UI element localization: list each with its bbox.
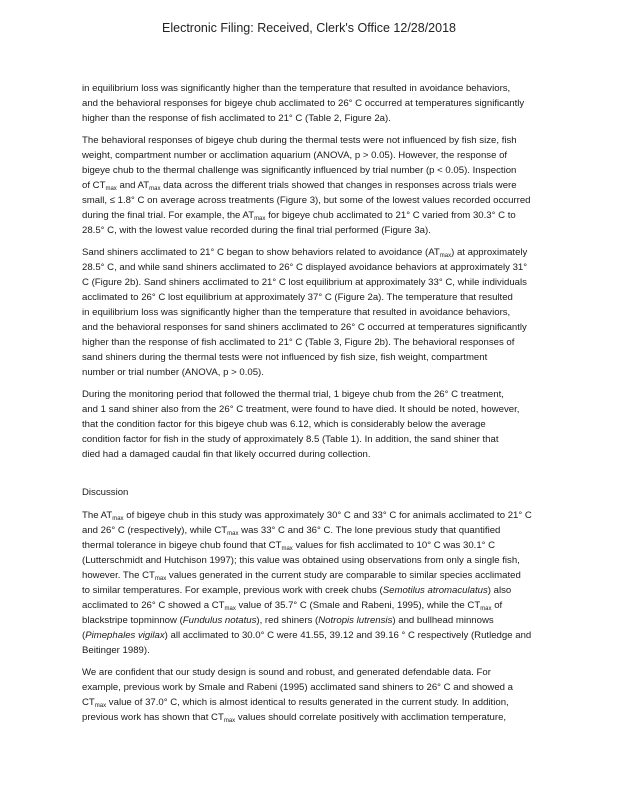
species-name-italic: Pimephales vigilax [85, 630, 165, 641]
text-run: during the final trial. For example, the AT [82, 210, 255, 221]
text-run: of bigeye chub in this study was approximately 30° C and 33° C for animals acclimated to 21° C [123, 510, 532, 521]
text-run: and AT [116, 180, 150, 191]
text-run: and the behavioral responses for sand shiners acclimated to 26° C occurred at temperatures significantly [82, 322, 527, 333]
text-line [82, 523, 542, 538]
text-line [82, 178, 542, 193]
text-run: and 26° C (respectively), while CT [82, 525, 228, 536]
text-line [82, 275, 542, 290]
text-line [82, 447, 542, 462]
text-run: and 1 sand shiner also from the 26° C treatment, were found to have died. It should be noted, however, [82, 404, 520, 415]
text-line [82, 163, 542, 178]
text-run: for bigeye chub acclimated to 21° C varied from 30.3° C to [265, 210, 516, 221]
text-line [82, 387, 542, 402]
species-name-italic: Notropis lutrensis [318, 615, 393, 626]
text-run: acclimated to 26° C lost equilibrium at approximately 37° C (Figure 2a). The temperature that resulted [82, 292, 513, 303]
text-line [82, 613, 542, 628]
text-line [82, 538, 542, 553]
text-run: Sand shiners acclimated to 21° C began to show behaviors related to avoidance (AT [82, 247, 440, 258]
text-run: in equilibrium loss was significantly higher than the temperature that resulted in avoidance behaviors, [82, 307, 511, 318]
text-line [82, 208, 542, 223]
text-run: that the condition factor for this bigeye chub was 6.12, which is considerably below the average [82, 419, 486, 430]
subscript: max [154, 576, 167, 582]
text-run: 28.5° C, with the lowest value recorded during the final trial performed (Figure 3a). [82, 225, 431, 236]
text-line [82, 245, 542, 260]
paragraph [82, 245, 542, 380]
text-run: to similar temperatures. For example, previous work with creek chubs ( [82, 585, 383, 596]
text-run: The AT [82, 510, 113, 521]
text-line [82, 260, 542, 275]
text-line [82, 111, 542, 126]
text-line [82, 335, 542, 350]
subscript: max [105, 186, 117, 192]
text-run: CT [82, 697, 95, 708]
text-line [82, 417, 542, 432]
subscript: max [480, 606, 492, 612]
text-run: ) and bullhead minnows [392, 615, 494, 626]
text-run: ) at approximately [451, 247, 528, 258]
text-run: value of 37.0° C, which is almost identical to results generated in the current study. In addition, [106, 697, 509, 708]
text-run: ( [82, 630, 86, 641]
text-run: values generated in the current study are comparable to similar species acclimated [166, 570, 521, 581]
section-heading: Discussion [82, 487, 129, 498]
text-run: number or trial number (ANOVA, p > 0.05). [82, 367, 264, 378]
text-line [82, 193, 542, 208]
text-line [82, 643, 542, 658]
subscript: max [227, 531, 239, 537]
text-run: ), red shiners ( [256, 615, 319, 626]
text-run: died had a damaged caudal fin that likely occurred during collection. [82, 449, 371, 460]
text-line [82, 320, 542, 335]
text-line [82, 290, 542, 305]
text-run: blackstripe topminnow ( [82, 615, 183, 626]
text-run: sand shiners during the thermal tests were not influenced by fish size, fish weight, compartment [82, 352, 488, 363]
text-run: condition factor for fish in the study of approximately 8.5 (Table 1). In addition, the sand shiner that [82, 434, 499, 445]
text-run: (Lutterschmidt and Hutchison 1997); this value was obtained using observations from only a single fish, [82, 555, 520, 566]
text-run: of CT [82, 180, 106, 191]
text-line [82, 365, 542, 380]
text-run: and the behavioral responses for bigeye chub acclimated to 26° C occurred at temperatures significantly [82, 98, 525, 109]
text-line [82, 133, 542, 148]
text-run: ) also [487, 585, 512, 596]
paragraph [82, 81, 542, 126]
text-run: We are confident that our study design is sound and robust, and generated defendable data. For [82, 667, 491, 678]
paragraph [82, 508, 542, 658]
text-run: however. The CT [82, 570, 155, 581]
text-line [82, 96, 542, 111]
text-line [82, 350, 542, 365]
text-run: was 33° C and 36° C. The lone previous study that quantified [238, 525, 501, 536]
text-line [82, 680, 542, 695]
text-line [82, 148, 542, 163]
text-run: thermal tolerance in bigeye chub found that CT [82, 540, 282, 551]
text-run: higher than the response of fish acclimated to 21° C (Table 2, Figure 2a). [82, 113, 391, 124]
paragraph [82, 665, 542, 725]
text-line [82, 568, 542, 583]
filing-stamp-header: Electronic Filing: Received, Clerk's Office 12/28/2018 [162, 21, 456, 35]
text-line [82, 305, 542, 320]
text-run: example, previous work by Smale and Rabeni (1995) acclimated sand shiners to 26° C and showed a [82, 682, 513, 693]
subscript: max [224, 606, 236, 612]
text-run: 28.5° C, and while sand shiners acclimated to 26° C displayed avoidance behaviors at approximately 31° [82, 262, 528, 273]
subscript: max [94, 703, 107, 709]
text-line [82, 432, 542, 447]
subscript: max [254, 216, 266, 222]
text-run: previous work has shown that CT [82, 712, 224, 723]
text-run: ) all acclimated to 30.0° C were 41.55, 39.12 and 39.16 ° C respectively (Rutledge and [164, 630, 532, 641]
text-run: of [491, 600, 503, 611]
text-line [82, 553, 542, 568]
subscript: max [223, 718, 236, 724]
text-run: values for fish acclimated to 10° C was 30.1° C [292, 540, 496, 551]
text-line [82, 81, 542, 96]
paragraph [82, 133, 542, 238]
text-line [82, 665, 542, 680]
text-line [82, 628, 542, 643]
text-run: acclimated to 26° C showed a CT [82, 600, 225, 611]
text-line [82, 598, 542, 613]
text-line [82, 710, 542, 725]
text-run: weight, compartment number or acclimation aquarium (ANOVA, p > 0.05). However, the response of [82, 150, 508, 161]
text-run: values should correlate positively with acclimation temperature, [235, 712, 507, 723]
species-name-italic: Fundulus notatus [182, 615, 257, 626]
text-line [82, 223, 542, 238]
text-line [82, 402, 542, 417]
text-line [82, 508, 542, 523]
paragraph [82, 387, 542, 462]
text-run: data across the different trials showed that changes in responses across trials were [160, 180, 517, 191]
text-run: value of 35.7° C (Smale and Rabeni, 1995), while the CT [235, 600, 481, 611]
text-run: The behavioral responses of bigeye chub during the thermal tests were not influenced by fish size, fish [82, 135, 517, 146]
text-line [82, 695, 542, 710]
species-name-italic: Semotilus atromaculatus [382, 585, 488, 596]
text-run: higher than the response of fish acclimated to 21° C (Table 3, Figure 2b). The behavioral responses of [82, 337, 515, 348]
text-run: C (Figure 2b). Sand shiners acclimated to 21° C lost equilibrium at approximately 33° C, while individuals [82, 277, 527, 288]
text-run: bigeye chub to the thermal challenge was significantly influenced by trial number (p < 0.05). Inspection [82, 165, 517, 176]
subscript: max [112, 516, 124, 522]
text-line [82, 583, 542, 598]
text-run: During the monitoring period that followed the thermal trial, 1 bigeye chub from the 26° C treatment, [82, 389, 504, 400]
subscript: max [149, 186, 161, 192]
text-run: small, ≤ 1.8° C on average across treatments (Figure 3), but some of the lowest values recorded occurred [82, 195, 531, 206]
subscript: max [439, 253, 452, 259]
document-body [82, 81, 542, 732]
text-run: Beitinger 1989). [82, 645, 150, 656]
subscript: max [281, 546, 293, 552]
text-run: in equilibrium loss was significantly higher than the temperature that resulted in avoidance behaviors, [82, 83, 511, 94]
